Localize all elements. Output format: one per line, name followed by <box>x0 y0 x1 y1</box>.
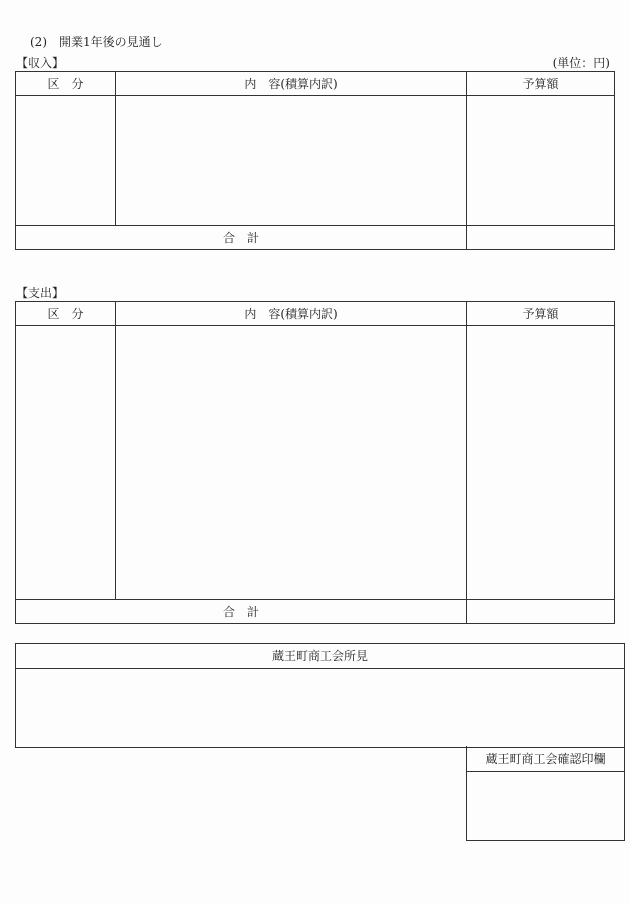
stamp-body[interactable] <box>467 772 624 840</box>
expense-total-row <box>16 600 615 624</box>
income-total-row <box>16 226 615 250</box>
income-label: 【収入】 <box>16 56 65 70</box>
expense-total-label: 合 計 <box>16 600 467 624</box>
expense-total-amount-cell[interactable] <box>467 600 615 624</box>
expense-header-category: 区 分 <box>16 302 116 326</box>
income-total-amount-cell[interactable] <box>467 226 615 250</box>
expense-body-row <box>16 326 615 600</box>
unit-label: (単位：円) <box>552 56 610 70</box>
income-body-row <box>16 96 615 226</box>
expense-header-amount: 予算額 <box>467 302 615 326</box>
stamp-box <box>466 746 625 841</box>
income-table <box>15 71 615 250</box>
income-header-category: 区 分 <box>16 72 116 96</box>
expense-label: 【支出】 <box>16 286 65 300</box>
stamp-title: 蔵王町商工会確認印欄 <box>467 746 624 772</box>
expense-category-cell[interactable] <box>16 326 116 600</box>
income-category-cell[interactable] <box>16 96 116 226</box>
income-header-content: 内 容(積算内訳) <box>116 72 467 96</box>
income-total-label: 合 計 <box>16 226 467 250</box>
income-content-cell[interactable] <box>116 96 467 226</box>
expense-header-row <box>16 302 615 326</box>
opinion-body[interactable] <box>16 669 624 747</box>
income-header-row <box>16 72 615 96</box>
opinion-box <box>15 643 625 748</box>
opinion-title: 蔵王町商工会所見 <box>16 644 624 669</box>
expense-table <box>15 301 615 624</box>
expense-content-cell[interactable] <box>116 326 467 600</box>
income-amount-cell[interactable] <box>467 96 615 226</box>
section-title: (2) 開業1年後の見通し <box>30 35 163 49</box>
expense-amount-cell[interactable] <box>467 326 615 600</box>
expense-header-content: 内 容(積算内訳) <box>116 302 467 326</box>
income-header-amount: 予算額 <box>467 72 615 96</box>
